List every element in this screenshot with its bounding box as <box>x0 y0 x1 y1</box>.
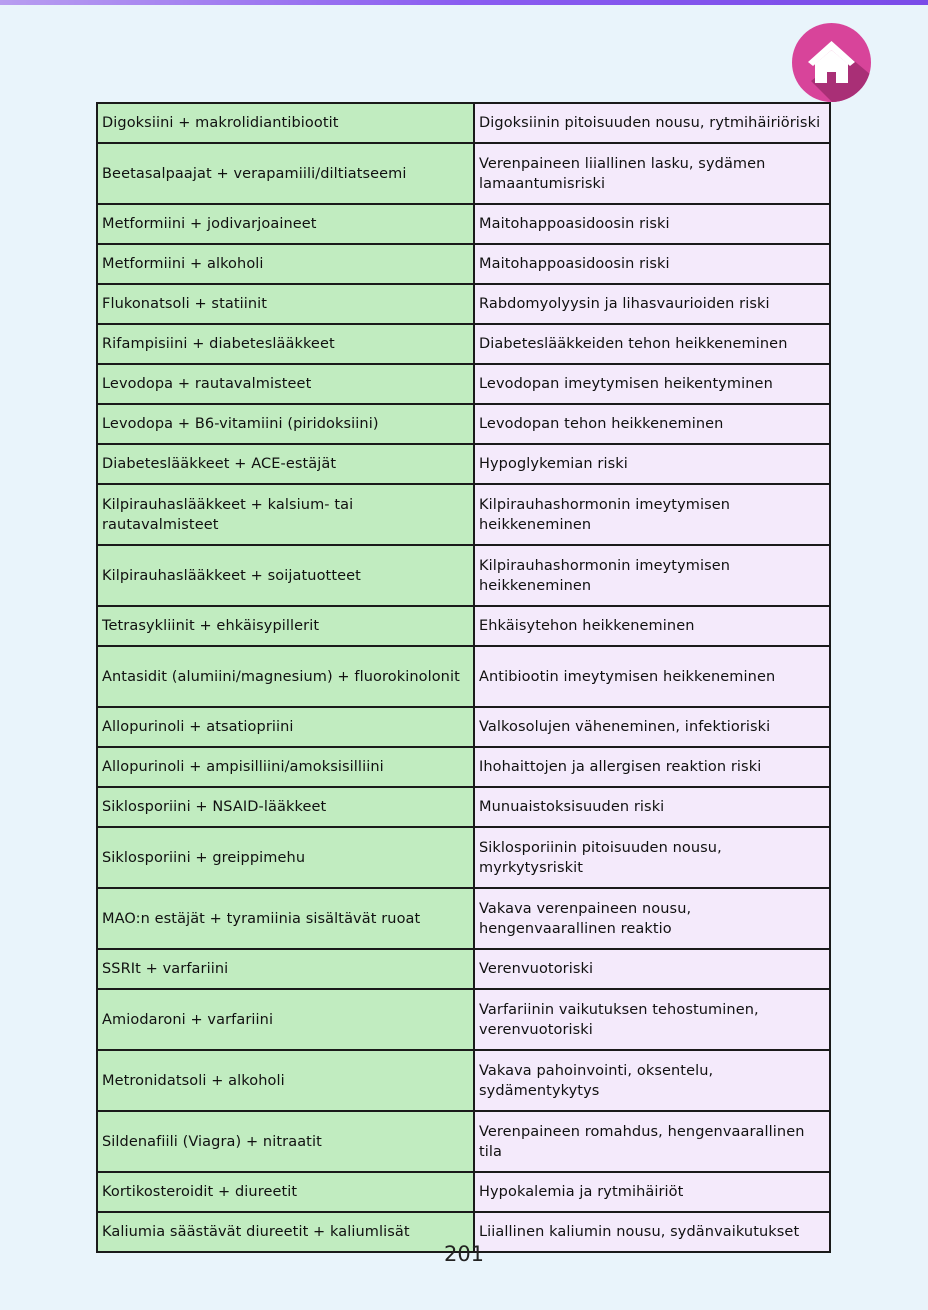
interaction-effect-cell: Antibiootin imeytymisen heikkeneminen <box>474 646 830 707</box>
table-row <box>97 545 830 606</box>
top-accent-bar <box>0 0 928 5</box>
interaction-effect-cell: Diabeteslääkkeiden tehon heikkeneminen <box>474 324 830 364</box>
drug-combination-cell: Levodopa + rautavalmisteet <box>97 364 474 404</box>
table-row <box>97 284 830 324</box>
home-button[interactable] <box>792 23 871 102</box>
drug-combination-cell: Flukonatsoli + statiinit <box>97 284 474 324</box>
drug-combination-cell: Sildenafiili (Viagra) + nitraatit <box>97 1111 474 1172</box>
interaction-table <box>96 102 831 1253</box>
drug-combination-cell: Rifampisiini + diabeteslääkkeet <box>97 324 474 364</box>
drug-combination-cell: Kilpirauhaslääkkeet + soijatuotteet <box>97 545 474 606</box>
table-row <box>97 707 830 747</box>
interaction-effect-cell: Valkosolujen väheneminen, infektioriski <box>474 707 830 747</box>
drug-combination-cell: Siklosporiini + greippimehu <box>97 827 474 888</box>
interaction-effect-cell: Levodopan tehon heikkeneminen <box>474 404 830 444</box>
table-row <box>97 484 830 545</box>
table-row <box>97 989 830 1050</box>
page-number: 201 <box>443 1242 485 1266</box>
interaction-effect-cell: Vakava verenpaineen nousu, hengenvaarallinen reaktio <box>474 888 830 949</box>
drug-combination-cell: Metronidatsoli + alkoholi <box>97 1050 474 1111</box>
drug-combination-cell: Kortikosteroidit + diureetit <box>97 1172 474 1212</box>
interaction-effect-cell: Hypoglykemian riski <box>474 444 830 484</box>
interaction-effect-cell: Siklosporiinin pitoisuuden nousu, myrkytysriskit <box>474 827 830 888</box>
interaction-effect-cell: Kilpirauhashormonin imeytymisen heikkeneminen <box>474 545 830 606</box>
drug-combination-cell: Beetasalpaajat + verapamiili/diltiatseemi <box>97 143 474 204</box>
drug-combination-cell: Amiodaroni + varfariini <box>97 989 474 1050</box>
table-row <box>97 827 830 888</box>
table-row <box>97 1050 830 1111</box>
interaction-effect-cell: Vakava pahoinvointi, oksentelu, sydämentykytys <box>474 1050 830 1111</box>
interaction-effect-cell: Ehkäisytehon heikkeneminen <box>474 606 830 646</box>
drug-combination-cell: Kilpirauhaslääkkeet + kalsium- tai rautavalmisteet <box>97 484 474 545</box>
table-row <box>97 404 830 444</box>
table-row <box>97 646 830 707</box>
table-row <box>97 364 830 404</box>
drug-combination-cell: Allopurinoli + atsatiopriini <box>97 707 474 747</box>
table-row <box>97 103 830 143</box>
table-row <box>97 1172 830 1212</box>
interaction-effect-cell: Liiallinen kaliumin nousu, sydänvaikutukset <box>474 1212 830 1252</box>
table-row <box>97 143 830 204</box>
table-row <box>97 606 830 646</box>
interaction-effect-cell: Maitohappoasidoosin riski <box>474 204 830 244</box>
drug-combination-cell: MAO:n estäjät + tyramiinia sisältävät ruoat <box>97 888 474 949</box>
interaction-effect-cell: Ihohaittojen ja allergisen reaktion riski <box>474 747 830 787</box>
interaction-effect-cell: Verenvuotoriski <box>474 949 830 989</box>
drug-combination-cell: Levodopa + B6-vitamiini (piridoksiini) <box>97 404 474 444</box>
drug-combination-cell: Metformiini + jodivarjoaineet <box>97 204 474 244</box>
interaction-effect-cell: Verenpaineen liiallinen lasku, sydämen lamaantumisriski <box>474 143 830 204</box>
interaction-effect-cell: Levodopan imeytymisen heikentyminen <box>474 364 830 404</box>
drug-combination-cell: Metformiini + alkoholi <box>97 244 474 284</box>
table-row <box>97 747 830 787</box>
table-row <box>97 244 830 284</box>
table-row <box>97 444 830 484</box>
interaction-effect-cell: Hypokalemia ja rytmihäiriöt <box>474 1172 830 1212</box>
drug-combination-cell: SSRIt + varfariini <box>97 949 474 989</box>
interaction-effect-cell: Verenpaineen romahdus, hengenvaarallinen tila <box>474 1111 830 1172</box>
table-row <box>97 1111 830 1172</box>
drug-combination-cell: Digoksiini + makrolidiantibiootit <box>97 103 474 143</box>
interaction-effect-cell: Kilpirauhashormonin imeytymisen heikkeneminen <box>474 484 830 545</box>
drug-combination-cell: Tetrasykliinit + ehkäisypillerit <box>97 606 474 646</box>
drug-combination-cell: Kaliumia säästävät diureetit + kaliumlisät <box>97 1212 474 1252</box>
table-row <box>97 949 830 989</box>
drug-combination-cell: Diabeteslääkkeet + ACE-estäjät <box>97 444 474 484</box>
table-row <box>97 204 830 244</box>
interaction-effect-cell: Rabdomyolyysin ja lihasvaurioiden riski <box>474 284 830 324</box>
home-icon <box>792 23 871 102</box>
interaction-effect-cell: Varfariinin vaikutuksen tehostuminen, verenvuotoriski <box>474 989 830 1050</box>
table-row <box>97 787 830 827</box>
table-row <box>97 888 830 949</box>
drug-combination-cell: Allopurinoli + ampisilliini/amoksisilliini <box>97 747 474 787</box>
table-row <box>97 324 830 364</box>
drug-combination-cell: Antasidit (alumiini/magnesium) + fluorokinolonit <box>97 646 474 707</box>
interaction-effect-cell: Maitohappoasidoosin riski <box>474 244 830 284</box>
interaction-effect-cell: Munuaistoksisuuden riski <box>474 787 830 827</box>
interaction-effect-cell: Digoksiinin pitoisuuden nousu, rytmihäiriöriski <box>474 103 830 143</box>
drug-combination-cell: Siklosporiini + NSAID-lääkkeet <box>97 787 474 827</box>
